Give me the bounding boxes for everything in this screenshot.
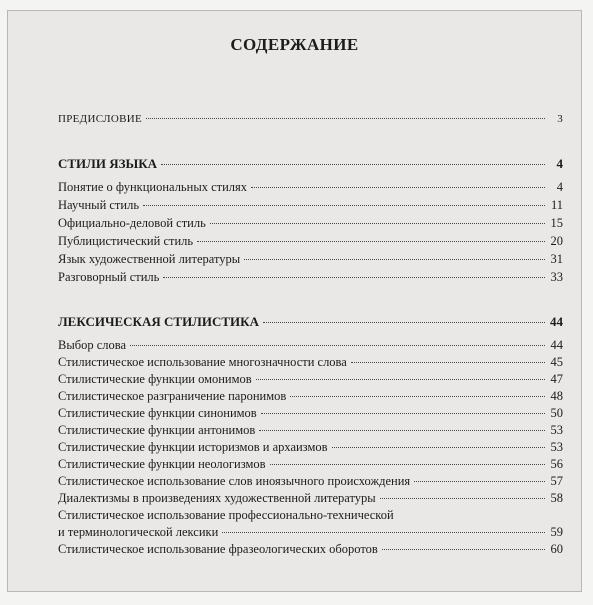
toc-entry-label: Научный стиль: [58, 198, 140, 212]
leader-dots: [351, 362, 545, 363]
leader-dots: [270, 464, 545, 465]
toc-entry-label: Стилистические функции историзмов и архаизмов: [58, 440, 328, 454]
toc-entry-label: Стилистические функции синонимов: [58, 406, 257, 420]
toc-entry-page: 44: [550, 338, 563, 352]
leader-dots: [222, 532, 545, 533]
toc-entry-label: Стилистическое использование многозначности слова: [58, 355, 347, 369]
toc-entry-page: 4: [556, 180, 563, 194]
leader-dots: [244, 259, 545, 260]
toc-entry-first-line: Стилистическое использование профессионально-технической: [58, 508, 394, 522]
leader-dots: [143, 205, 545, 206]
toc-entry-label: Выбор слова: [58, 338, 127, 352]
leader-dots: [130, 345, 545, 346]
toc-entry-label: Стилистическое использование слов иноязычного происхождения: [58, 474, 411, 488]
toc-entry: [58, 179, 563, 196]
toc-entry-page: 3: [557, 113, 563, 125]
toc-section-heading: [58, 313, 563, 330]
toc-entry-label: Язык художественной литературы: [58, 252, 241, 266]
toc-entry: [58, 215, 563, 232]
toc-entry-page: 53: [550, 440, 563, 454]
toc-entry: [58, 541, 563, 558]
toc-entry-page: 58: [550, 491, 563, 505]
book-page: [7, 10, 582, 592]
toc-entry-page: 31: [550, 252, 563, 266]
toc-section-label: СТИЛИ ЯЗЫКА: [58, 156, 158, 171]
toc-entry-page: 50: [550, 406, 563, 420]
leader-dots: [259, 430, 545, 431]
toc-entry: [58, 439, 563, 456]
toc-entry: [58, 473, 563, 490]
leader-dots: [332, 447, 545, 448]
toc-entry-page: 20: [550, 234, 563, 248]
toc-entry: [58, 456, 563, 473]
toc-entry-label: Стилистические функции антонимов: [58, 423, 256, 437]
toc-entry: [58, 422, 563, 439]
toc-entry: [58, 405, 563, 422]
leader-dots: [290, 396, 545, 397]
toc-entry-page: 59: [550, 525, 563, 539]
toc-entry-page: 56: [550, 457, 563, 471]
toc-entry-preface: [58, 111, 563, 128]
toc-entry-label: Стилистическое разграничение паронимов: [58, 389, 287, 403]
toc-entry: [58, 354, 563, 371]
toc-entry: [58, 269, 563, 286]
toc-entry-page: 33: [550, 270, 563, 284]
leader-dots: [197, 241, 545, 242]
toc-entry-label: Разговорный стиль: [58, 270, 160, 284]
toc-entry-page: 60: [550, 542, 563, 556]
toc-section-page: 4: [556, 156, 563, 171]
leader-dots: [380, 498, 545, 499]
toc-entry-page: 57: [550, 474, 563, 488]
toc-entry-label: Стилистические функции омонимов: [58, 372, 252, 386]
toc-entry-page: 53: [550, 423, 563, 437]
toc-entry: [58, 233, 563, 250]
leader-dots: [146, 118, 545, 119]
toc-section-page: 44: [550, 314, 563, 329]
toc-entry: [58, 251, 563, 268]
leader-dots: [256, 379, 545, 380]
leader-dots: [382, 549, 545, 550]
page-title: СОДЕРЖАНИЕ: [230, 35, 359, 54]
leader-dots: [210, 223, 545, 224]
leader-dots: [261, 413, 545, 414]
toc-entry-page: 15: [550, 216, 563, 230]
toc-entry-label: Официально-деловой стиль: [58, 216, 206, 230]
toc-entry-label: Понятие о функциональных стилях: [58, 180, 248, 194]
toc-entry: [58, 490, 563, 507]
leader-dots: [251, 187, 545, 188]
leader-dots: [161, 164, 545, 165]
toc-entry-label: Стилистическое использование фразеологических оборотов: [58, 542, 378, 556]
leader-dots: [263, 322, 545, 323]
toc-entry: [58, 197, 563, 214]
toc-entry-label: Диалектизмы в произведениях художественной литературы: [58, 491, 376, 505]
toc-entry-label: ПРЕДИСЛОВИЕ: [58, 113, 142, 125]
toc-entry-page: 45: [550, 355, 563, 369]
toc-entry: [58, 388, 563, 405]
toc-entry-label: Публицистический стиль: [58, 234, 194, 248]
toc-entry: [58, 524, 563, 541]
toc-entry-page: 47: [550, 372, 563, 386]
toc-entry-page: 11: [550, 198, 563, 212]
leader-dots: [163, 277, 545, 278]
toc-entry-label: и терминологической лексики: [58, 525, 219, 539]
toc-entry: [58, 337, 563, 354]
toc-section-label: ЛЕКСИЧЕСКАЯ СТИЛИСТИКА: [58, 314, 259, 329]
toc-entry-label: Стилистические функции неологизмов: [58, 457, 266, 471]
toc-section-heading: [58, 155, 563, 172]
toc-entry: [58, 371, 563, 388]
leader-dots: [414, 481, 545, 482]
toc-entry-page: 48: [550, 389, 563, 403]
